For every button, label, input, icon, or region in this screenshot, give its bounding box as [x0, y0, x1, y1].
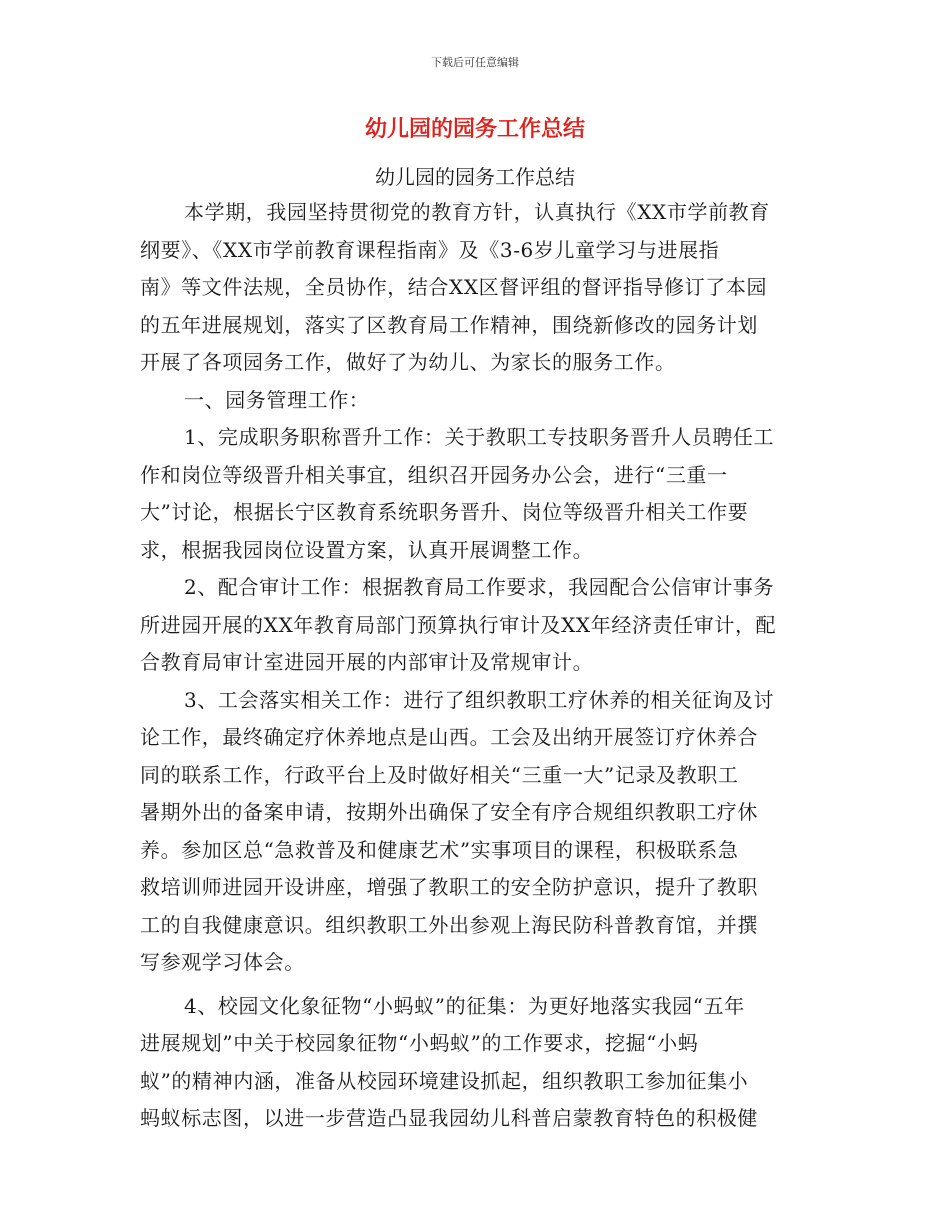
paragraph-line: 1、完成职务职称晋升工作：关于教职工专技职务晋升人员聘任工 [184, 425, 775, 449]
paragraph-line: 南》等文件法规，全员协作，结合XX区督评组的督评指导修订了本园 [140, 275, 768, 299]
paragraph-line: 大”讨论，根据长宁区教育系统职务晋升、岗位等级晋升相关工作要 [140, 500, 749, 524]
paragraph-line: 本学期，我园坚持贯彻党的教育方针，认真执行《XX市学前教育 [184, 200, 770, 224]
paragraph-line: 进展规划”中关于校园象征物“小蚂蚁”的工作要求，挖掘“小蚂 [140, 1031, 699, 1055]
header-note: 下载后可任意编辑 [431, 56, 519, 69]
paragraph-line: 蚁”的精神内涵，准备从校园环境建设抓起，组织教职工参加征集小 [140, 1068, 749, 1093]
paragraph-line: 2、配合审计工作：根据教育局工作要求，我园配合公信审计事务 [184, 575, 775, 599]
paragraph-line: 救培训师进园开设讲座，增强了教职工的安全防护意识，提升了教职 [140, 875, 758, 899]
paragraph-line: 工的自我健康意识。组织教职工外出参观上海民防科普教育馆，并撰 [140, 912, 758, 937]
paragraph-line: 4、校园文化象征物“小蚂蚁”的征集：为更好地落实我园“五年 [184, 993, 745, 1018]
paragraph-line: 所进园开展的XX年教育局部门预算执行审计及XX年经济责任审计，配 [140, 612, 777, 637]
paragraph-line: 写参观学习体会。 [140, 950, 305, 974]
paragraph-line: 求，根据我园岗位设置方案，认真开展调整工作。 [140, 537, 594, 562]
document-body [140, 194, 812, 1138]
document-subtitle: 幼儿园的园务工作总结 [375, 165, 575, 189]
paragraph-line: 的五年进展规划，落实了区教育局工作精神，围绕新修改的园务计划 [140, 312, 758, 337]
paragraph-line: 论工作，最终确定疗休养地点是山西。工会及出纳开展签订疗休养合 [140, 725, 758, 749]
paragraph-line: 3、工会落实相关工作：进行了组织教职工疗休养的相关征询及讨 [184, 687, 775, 712]
paragraph-line: 纲要》、《XX市学前教育课程指南》及《3-6岁儿童学习与进展指 [140, 237, 720, 262]
paragraph-line: 蚂蚁标志图，以进一步营造凸显我园幼儿科普启蒙教育特色的积极健 [140, 1106, 758, 1130]
paragraph-line: 作和岗位等级晋升相关事宜，组织召开园务办公会，进行“三重一 [140, 462, 728, 487]
paragraph-line: 同的联系工作，行政平台上及时做好相关“三重一大”记录及教职工 [140, 762, 739, 787]
section-heading: 一、园务管理工作： [184, 387, 370, 412]
paragraph-line: 开展了各项园务工作，做好了为幼儿、为家长的服务工作。 [140, 350, 676, 374]
paragraph-line: 合教育局审计室进园开展的内部审计及常规审计。 [140, 650, 594, 674]
paragraph-line: 暑期外出的备案申请，按期外出确保了安全有序合规组织教职工疗休 [140, 800, 758, 824]
paragraph-line: 养。参加区总“急救普及和健康艺术”实事项目的课程，积极联系急 [140, 837, 739, 862]
document-title: 幼儿园的园务工作总结 [364, 117, 585, 142]
